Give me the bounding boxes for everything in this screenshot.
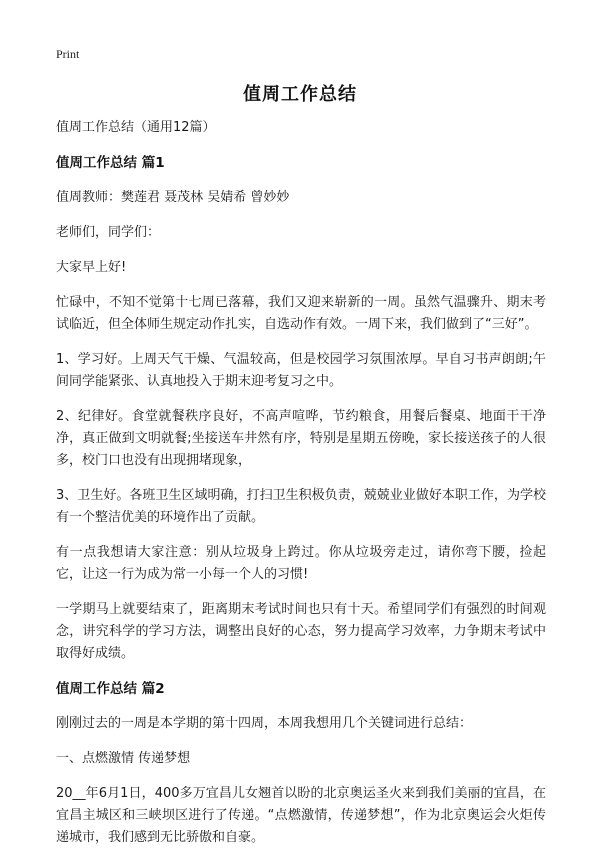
- document-body: [56, 117, 546, 862]
- section1-morning: 大家早上好!: [56, 260, 127, 275]
- section1-teachers: 值周教师：樊莲君 聂茂林 吴婧希 曾妙妙: [56, 190, 290, 205]
- section1-paragraph-1: 忙碌中，不知不觉第十七周已落幕，我们又迎来崭新的一周。虽然气温骤升、期末考试临近，但全体师生规定动作扎实，自选动作有效。一周下来，我们做到了“三好”。: [56, 295, 546, 332]
- subtitle: 值周工作总结（通用12篇）: [56, 120, 216, 135]
- page-title: 值周工作总结: [243, 84, 357, 105]
- section1-paragraph-3: 一学期马上就要结束了，距离期末考试时间也只有十天。希望同学们有强烈的时间观念，讲究科学的学习方法，调整出良好的心态，努力提高学习效率，力争期末考试中取得好成绩。: [56, 602, 546, 661]
- section1-paragraph-2: 有一点我想请大家注意：别从垃圾身上跨过。你从垃圾旁走过，请你弯下腰，捡起它，让这一行为成为常一小每一个人的习惯!: [56, 545, 546, 582]
- section2-subheading-1: 一、点燃激情 传递梦想: [56, 751, 191, 766]
- section1-greeting: 老师们，同学们：: [56, 225, 161, 240]
- section1-item-2: 2、纪律好。食堂就餐秩序良好，不高声喧哗，节约粮食，用餐后餐桌、地面干干净净，真正做到文明就餐;坐接送车井然有序，特别是星期五傍晚，家长接送孩子的人很多，校门口也没有出现拥堵现象，: [56, 409, 546, 468]
- print-label[interactable]: Print: [56, 47, 80, 61]
- section1-heading: 值周工作总结 篇1: [56, 155, 165, 171]
- section2-paragraph-1: 刚刚过去的一周是本学期的第十四周，本周我想用几个关键词进行总结：: [56, 716, 473, 731]
- section1-item-3: 3、卫生好。各班卫生区域明确，打扫卫生积极负责，兢兢业业做好本职工作，为学校有一个整洁优美的环境作出了贡献。: [56, 488, 546, 525]
- section2-paragraph-2: 20__年6月1日，400多万宜昌儿女翘首以盼的北京奥运圣火来到我们美丽的宜昌，在宜昌主城区和三峡坝区进行了传递。“点燃激情，传递梦想”，作为北京奥运会火炬传递城市，我们感到无比骄傲和自豪。: [56, 786, 546, 845]
- section1-item-1: 1、学习好。上周天气干燥、气温较高，但是校园学习氛围浓厚。早自习书声朗朗;午间同学能紧张、认真地投入于期末迎考复习之中。: [56, 352, 546, 389]
- section2-heading: 值周工作总结 篇2: [56, 681, 165, 697]
